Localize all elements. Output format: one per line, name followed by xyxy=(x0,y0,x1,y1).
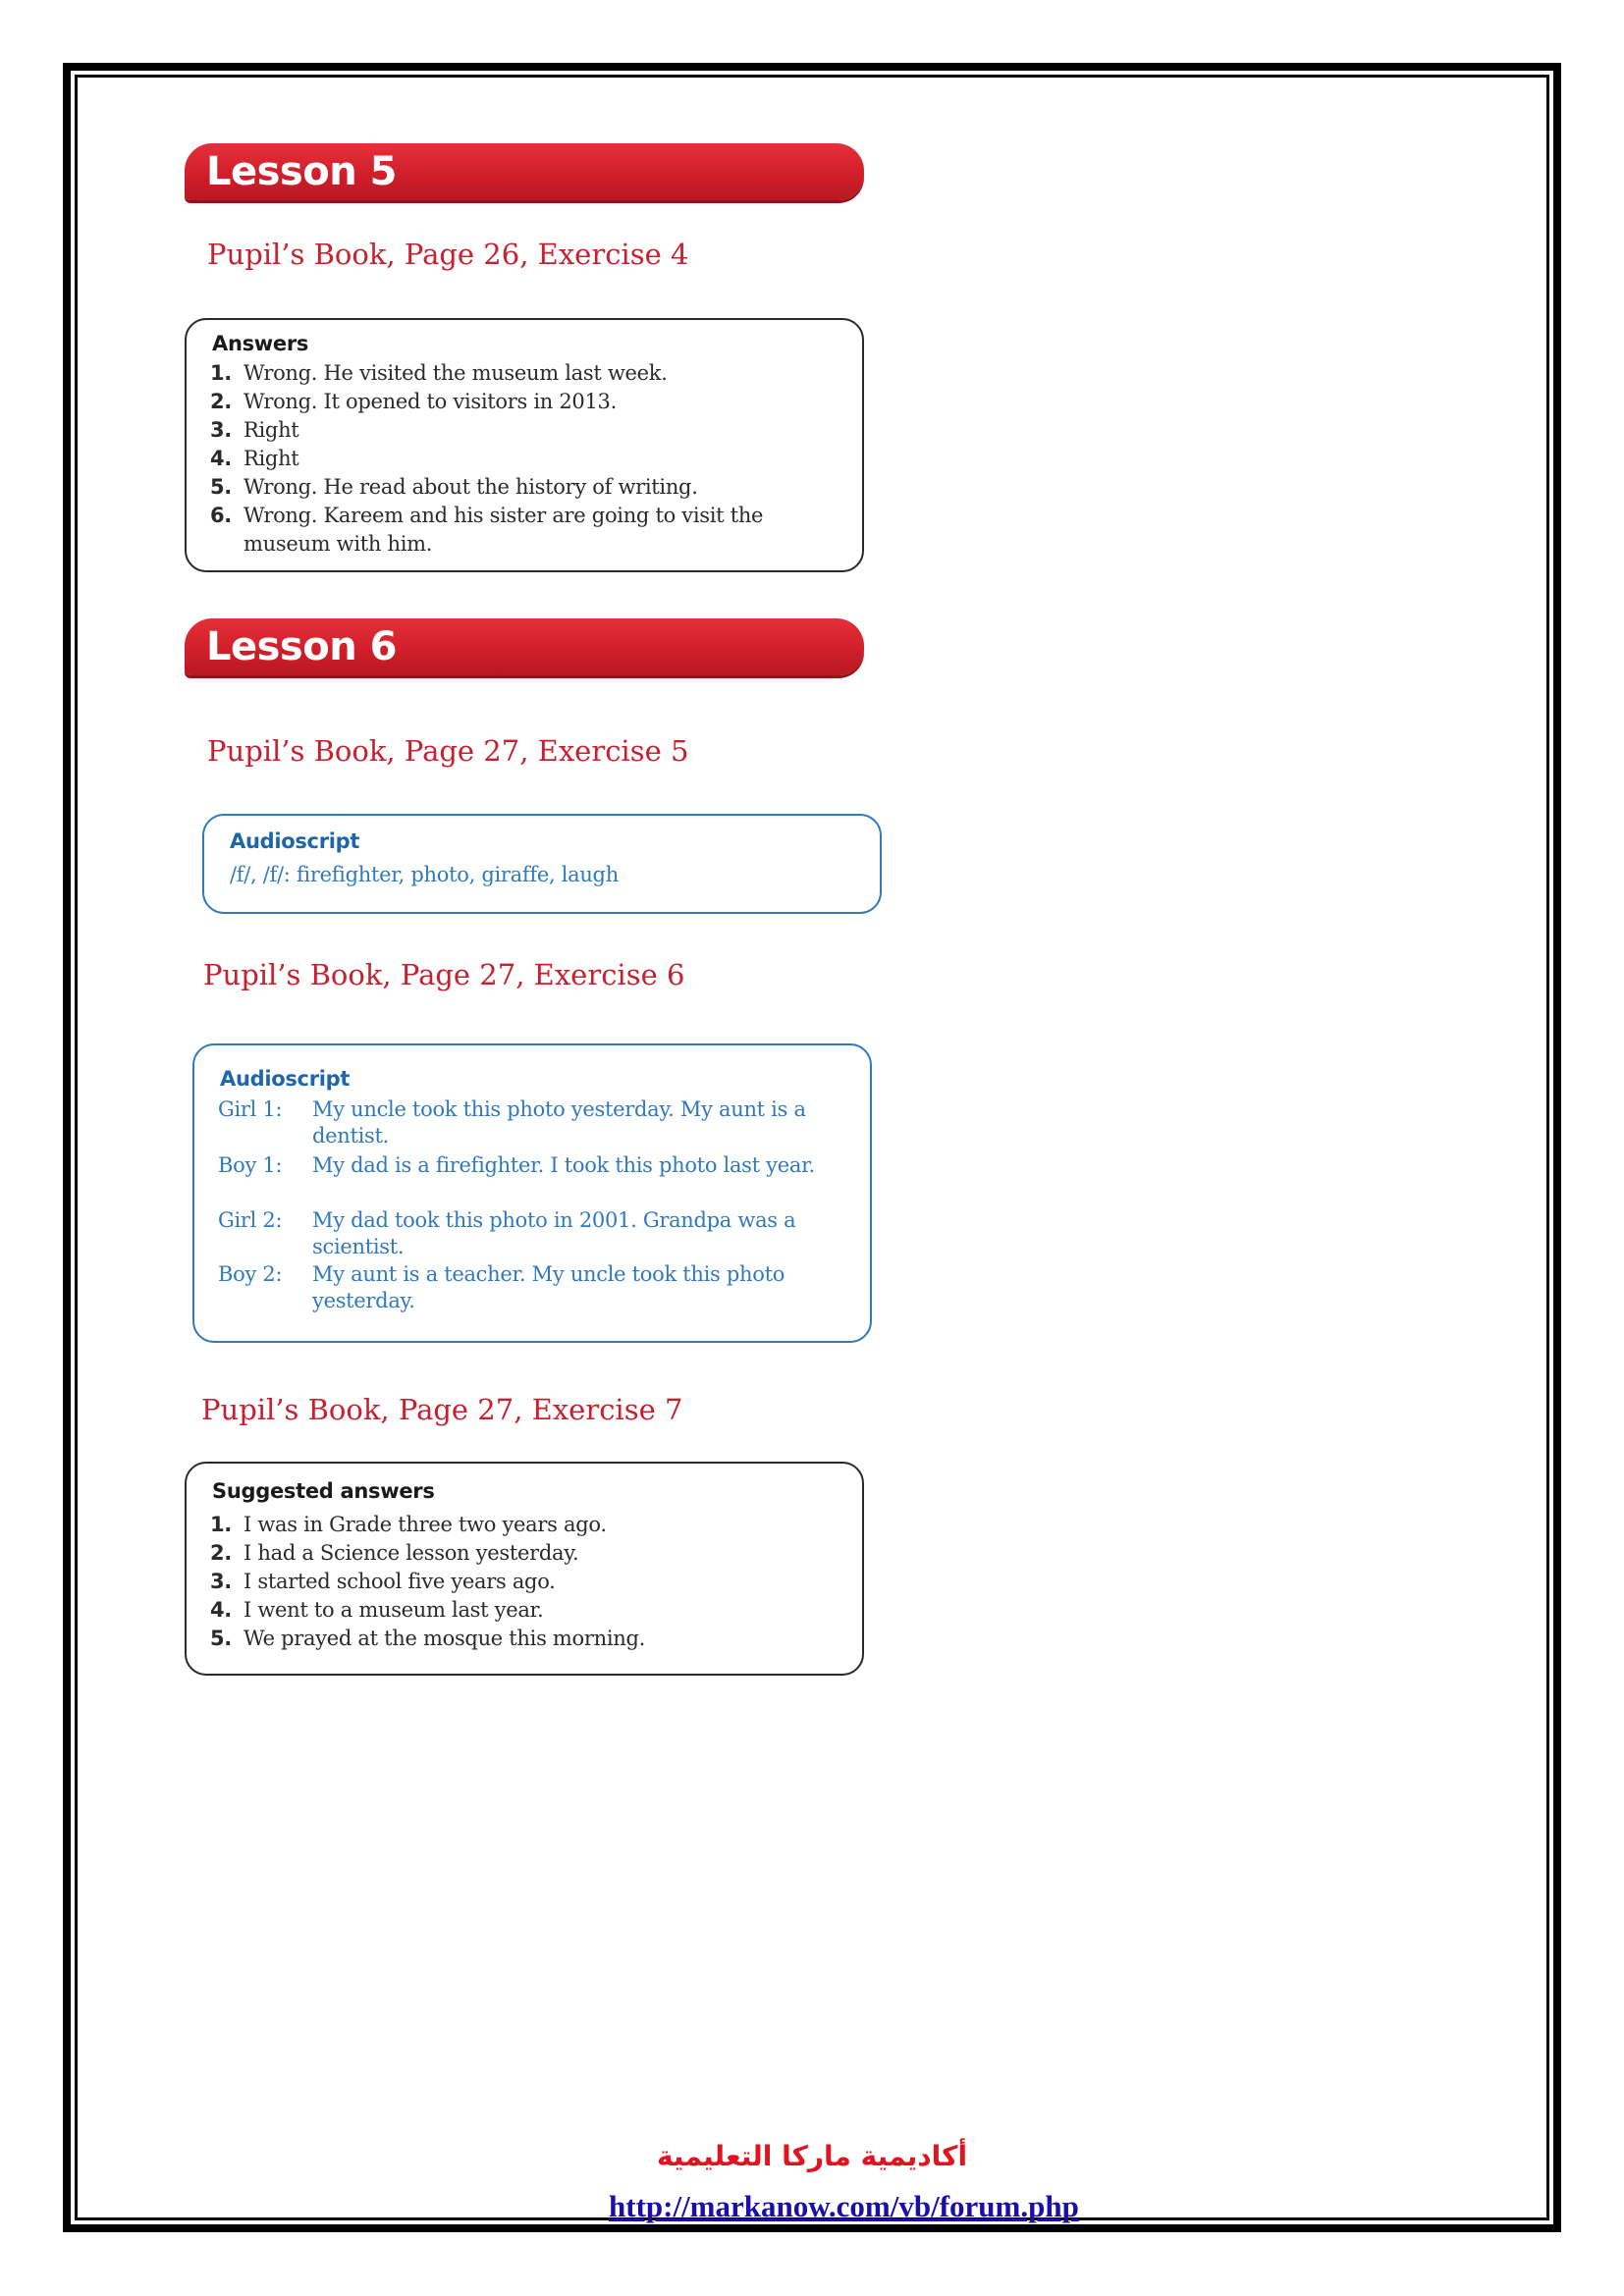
audioscript-line: /f/, /f/: firefighter, photo, giraffe, laugh xyxy=(230,863,619,886)
lesson-6-banner: Lesson 6 xyxy=(185,618,864,675)
script-line xyxy=(218,1261,852,1316)
list-item xyxy=(210,1539,842,1568)
footer-academy-name: أكاديمية ماركا التعليمية xyxy=(656,2140,968,2172)
item-number: 4. xyxy=(210,447,232,470)
item-number: 5. xyxy=(210,475,232,499)
item-text: Wrong. He visited the museum last week. xyxy=(244,361,668,385)
speaker-label: Boy 1: xyxy=(218,1153,283,1177)
list-item xyxy=(210,473,842,502)
item-text: I started school five years ago. xyxy=(244,1570,556,1593)
audioscript-box-ex5 xyxy=(202,814,882,914)
answers-list xyxy=(210,359,842,559)
list-item xyxy=(210,359,842,388)
item-number: 4. xyxy=(210,1598,232,1622)
answers-box xyxy=(185,318,864,572)
audioscript-title: Audioscript xyxy=(220,1067,351,1091)
footer-forum-link[interactable]: http://markanow.com/vb/forum.php xyxy=(609,2189,1079,2223)
list-item xyxy=(210,445,842,473)
exercise-heading-p27-ex6: Pupil’s Book, Page 27, Exercise 6 xyxy=(203,958,685,991)
item-number: 1. xyxy=(210,1513,232,1536)
suggested-answers-list xyxy=(210,1511,842,1653)
script-line xyxy=(218,1152,852,1207)
item-text: Right xyxy=(244,447,299,470)
audioscript-title: Audioscript xyxy=(230,829,360,853)
item-number: 2. xyxy=(210,390,232,413)
suggested-answers-box xyxy=(185,1462,864,1676)
exercise-heading-p27-ex7: Pupil’s Book, Page 27, Exercise 7 xyxy=(201,1393,683,1426)
speech-text: My aunt is a teacher. My uncle took this photo yesterday. xyxy=(312,1262,785,1312)
script-line xyxy=(218,1096,852,1151)
item-text: I had a Science lesson yesterday. xyxy=(244,1541,579,1565)
item-number: 5. xyxy=(210,1627,232,1650)
item-text: Wrong. It opened to visitors in 2013. xyxy=(244,390,617,413)
list-item xyxy=(210,1596,842,1625)
exercise-heading-p26-ex4: Pupil’s Book, Page 26, Exercise 4 xyxy=(207,238,689,271)
suggested-answers-title: Suggested answers xyxy=(212,1479,435,1503)
item-number: 6. xyxy=(210,504,232,527)
speech-text: My uncle took this photo yesterday. My aunt is a dentist. xyxy=(312,1097,806,1148)
item-number: 3. xyxy=(210,418,232,442)
item-text: We prayed at the mosque this morning. xyxy=(244,1627,646,1650)
list-item xyxy=(210,388,842,416)
answers-box-title: Answers xyxy=(212,332,309,355)
script-line xyxy=(218,1207,852,1262)
item-text: Wrong. Kareem and his sister are going to visit the museum with him. xyxy=(244,504,764,556)
item-text: I went to a museum last year. xyxy=(244,1598,544,1622)
item-number: 1. xyxy=(210,361,232,385)
item-text: Wrong. He read about the history of writing. xyxy=(244,475,698,499)
speaker-label: Girl 1: xyxy=(218,1097,283,1121)
list-item xyxy=(210,1511,842,1539)
list-item xyxy=(210,416,842,445)
speaker-label: Boy 2: xyxy=(218,1262,283,1286)
list-item xyxy=(210,502,842,559)
item-number: 2. xyxy=(210,1541,232,1565)
speech-text: My dad is a firefighter. I took this photo last year. xyxy=(312,1153,815,1177)
item-text: I was in Grade three two years ago. xyxy=(244,1513,607,1536)
lesson-5-banner: Lesson 5 xyxy=(185,143,864,200)
audioscript-box-ex6 xyxy=(192,1043,872,1343)
speech-text: My dad took this photo in 2001. Grandpa was a scientist. xyxy=(312,1208,796,1258)
item-text: Right xyxy=(244,418,299,442)
list-item xyxy=(210,1568,842,1596)
item-number: 3. xyxy=(210,1570,232,1593)
speaker-label: Girl 2: xyxy=(218,1208,283,1232)
exercise-heading-p27-ex5: Pupil’s Book, Page 27, Exercise 5 xyxy=(207,734,689,768)
list-item xyxy=(210,1625,842,1653)
